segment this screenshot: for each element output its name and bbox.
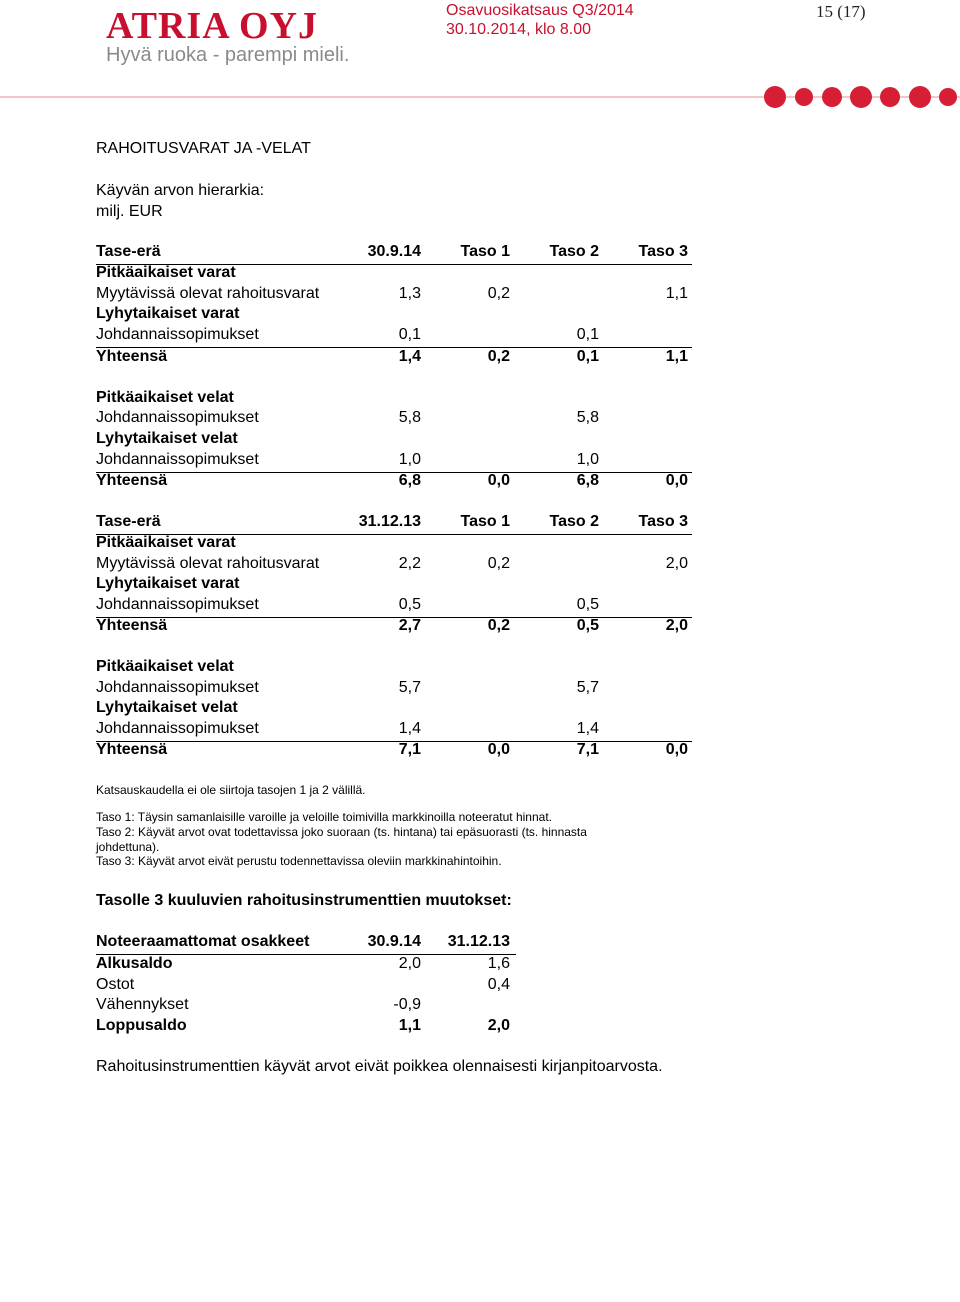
table-row bbox=[96, 996, 516, 1017]
decorative-dots bbox=[0, 84, 960, 110]
cell-value: 1,4 bbox=[398, 720, 421, 737]
header-cell: 30.9.14 bbox=[367, 243, 421, 260]
cell-value: 0,1 bbox=[576, 348, 599, 365]
row-label: Ostot bbox=[96, 976, 135, 993]
cell-value: 1,4 bbox=[398, 348, 421, 365]
header-cell: 31.12.13 bbox=[358, 513, 421, 530]
table-row bbox=[96, 305, 692, 326]
logo-slogan: Hyvä ruoka - parempi mieli. bbox=[106, 44, 350, 66]
row-label: Myytävissä olevat rahoitusvarat bbox=[96, 555, 320, 572]
level3-note: Taso 3: Käyvät arvot eivät perustu todennettavissa oleviin markkinahintoihin. bbox=[96, 854, 502, 868]
cell-value: 0,2 bbox=[487, 617, 510, 634]
header-cell: Taso 3 bbox=[638, 513, 688, 530]
table-header-row bbox=[96, 243, 692, 265]
cell-value: 2,0 bbox=[665, 555, 688, 572]
cell-value: 0,5 bbox=[576, 596, 599, 613]
header-cell: Noteeraamattomat osakkeet bbox=[96, 933, 310, 950]
table-row bbox=[96, 389, 692, 410]
cell-value: 0,2 bbox=[487, 348, 510, 365]
row-label: Lyhytaikaiset velat bbox=[96, 699, 238, 716]
cell-value: 5,8 bbox=[576, 409, 599, 426]
cell-value: 2,0 bbox=[398, 955, 421, 972]
table-row bbox=[96, 596, 692, 618]
cell-value: 1,6 bbox=[487, 955, 510, 972]
row-label: Johdannaissopimukset bbox=[96, 326, 259, 343]
cell-value: 1,4 bbox=[576, 720, 599, 737]
table-row bbox=[96, 430, 692, 451]
cell-value: 2,0 bbox=[665, 617, 688, 634]
cell-value: 0,0 bbox=[665, 472, 688, 489]
header-cell: Taso 2 bbox=[549, 513, 599, 530]
row-label: Loppusaldo bbox=[96, 1017, 187, 1034]
row-label: Myytävissä olevat rahoitusvarat bbox=[96, 285, 320, 302]
row-label: Pitkäaikaiset velat bbox=[96, 658, 234, 675]
table-row bbox=[96, 976, 516, 997]
cell-value: 2,7 bbox=[398, 617, 421, 634]
company-logo bbox=[106, 4, 356, 74]
cell-value: 6,8 bbox=[576, 472, 599, 489]
header-cell: 30.9.14 bbox=[367, 933, 421, 950]
cell-value: 1,0 bbox=[398, 451, 421, 468]
cell-value: 7,1 bbox=[398, 741, 421, 758]
row-label: Lyhytaikaiset varat bbox=[96, 575, 240, 592]
header-cell: Taso 1 bbox=[460, 513, 510, 530]
cell-value: 1,3 bbox=[398, 285, 421, 302]
cell-value: 2,2 bbox=[398, 555, 421, 572]
table-row bbox=[96, 326, 692, 348]
header-cell: 31.12.13 bbox=[447, 933, 510, 950]
row-label: Johdannaissopimukset bbox=[96, 720, 259, 737]
section-title: RAHOITUSVARAT JA -VELAT bbox=[96, 140, 311, 157]
cell-value: 6,8 bbox=[398, 472, 421, 489]
table-row bbox=[96, 699, 692, 720]
row-label: Alkusaldo bbox=[96, 955, 173, 972]
row-label: Johdannaissopimukset bbox=[96, 409, 259, 426]
row-label: Johdannaissopimukset bbox=[96, 451, 259, 468]
table-header-row bbox=[96, 513, 692, 535]
table-row bbox=[96, 534, 692, 555]
header-cell: Taso 1 bbox=[460, 243, 510, 260]
level2-note-cont: johdettuna). bbox=[96, 840, 160, 854]
cell-value: 1,1 bbox=[398, 1017, 421, 1034]
cell-value: 0,0 bbox=[665, 741, 688, 758]
footer-note: Rahoitusinstrumenttien käyvät arvot eivät poikkea olennaisesti kirjanpitoarvosta. bbox=[96, 1058, 663, 1075]
transfers-note: Katsauskaudella ei ole siirtoja tasojen 1 ja 2 välillä. bbox=[96, 783, 366, 797]
row-label: Johdannaissopimukset bbox=[96, 679, 259, 696]
hierarchy-title: Käyvän arvon hierarkia: bbox=[96, 182, 265, 199]
table-row bbox=[96, 451, 692, 473]
table-row bbox=[96, 720, 692, 742]
cell-value: 2,0 bbox=[487, 1017, 510, 1034]
row-label: Pitkäaikaiset varat bbox=[96, 534, 236, 551]
report-title: Osavuosikatsaus Q3/2014 bbox=[446, 2, 634, 19]
unit-label: milj. EUR bbox=[96, 203, 163, 220]
level2-note: Taso 2: Käyvät arvot ovat todettavissa joko suoraan (ts. hintana) tai epäsuorasti (ts. hinnasta bbox=[96, 825, 587, 839]
table-row bbox=[96, 658, 692, 679]
header-cell: Taso 3 bbox=[638, 243, 688, 260]
level1-note: Taso 1: Täysin samanlaisille varoille ja veloille toimivilla markkinoilla noteeratut hinnat. bbox=[96, 810, 552, 824]
cell-value: 5,7 bbox=[398, 679, 421, 696]
cell-value: 1,1 bbox=[665, 285, 688, 302]
cell-value: 7,1 bbox=[576, 741, 599, 758]
report-date: 30.10.2014, klo 8.00 bbox=[446, 21, 592, 38]
table-total-row bbox=[96, 617, 692, 638]
cell-value: 0,2 bbox=[487, 555, 510, 572]
level3-changes-title: Tasolle 3 kuuluvien rahoitusinstrumenttien muutokset: bbox=[96, 892, 512, 909]
cell-value: 0,0 bbox=[487, 741, 510, 758]
table-header-row bbox=[96, 933, 516, 955]
cell-value: 5,8 bbox=[398, 409, 421, 426]
row-label: Pitkäaikaiset varat bbox=[96, 264, 236, 281]
table-row bbox=[96, 409, 692, 430]
cell-value: 1,0 bbox=[576, 451, 599, 468]
cell-value: 0,5 bbox=[398, 596, 421, 613]
page-number: 15 (17) bbox=[816, 2, 866, 21]
cell-value: 0,2 bbox=[487, 285, 510, 302]
row-label: Lyhytaikaiset varat bbox=[96, 305, 240, 322]
row-label: Yhteensä bbox=[96, 348, 168, 365]
row-label: Johdannaissopimukset bbox=[96, 596, 259, 613]
cell-value: 0,1 bbox=[398, 326, 421, 343]
table-row bbox=[96, 264, 692, 285]
header-cell: Tase-erä bbox=[96, 243, 161, 260]
header-cell: Taso 2 bbox=[549, 243, 599, 260]
table-total-row bbox=[96, 348, 692, 369]
table-total-row bbox=[96, 1017, 516, 1038]
table-total-row bbox=[96, 741, 692, 762]
table-row bbox=[96, 955, 516, 976]
table-total-row bbox=[96, 472, 692, 493]
cell-value: 1,1 bbox=[665, 348, 688, 365]
cell-value: 0,1 bbox=[576, 326, 599, 343]
table-row bbox=[96, 575, 692, 596]
cell-value: -0,9 bbox=[393, 996, 421, 1013]
row-label: Lyhytaikaiset velat bbox=[96, 430, 238, 447]
row-label: Yhteensä bbox=[96, 741, 168, 758]
logo-company-name: ATRIA OYJ bbox=[106, 5, 319, 47]
row-label: Yhteensä bbox=[96, 617, 168, 634]
table-row bbox=[96, 555, 692, 576]
cell-value: 0,0 bbox=[487, 472, 510, 489]
table-row bbox=[96, 679, 692, 700]
row-label: Pitkäaikaiset velat bbox=[96, 389, 234, 406]
row-label: Yhteensä bbox=[96, 472, 168, 489]
cell-value: 0,5 bbox=[576, 617, 599, 634]
cell-value: 0,4 bbox=[487, 976, 510, 993]
header-cell: Tase-erä bbox=[96, 513, 161, 530]
table-row bbox=[96, 285, 692, 306]
row-label: Vähennykset bbox=[96, 996, 189, 1013]
cell-value: 5,7 bbox=[576, 679, 599, 696]
